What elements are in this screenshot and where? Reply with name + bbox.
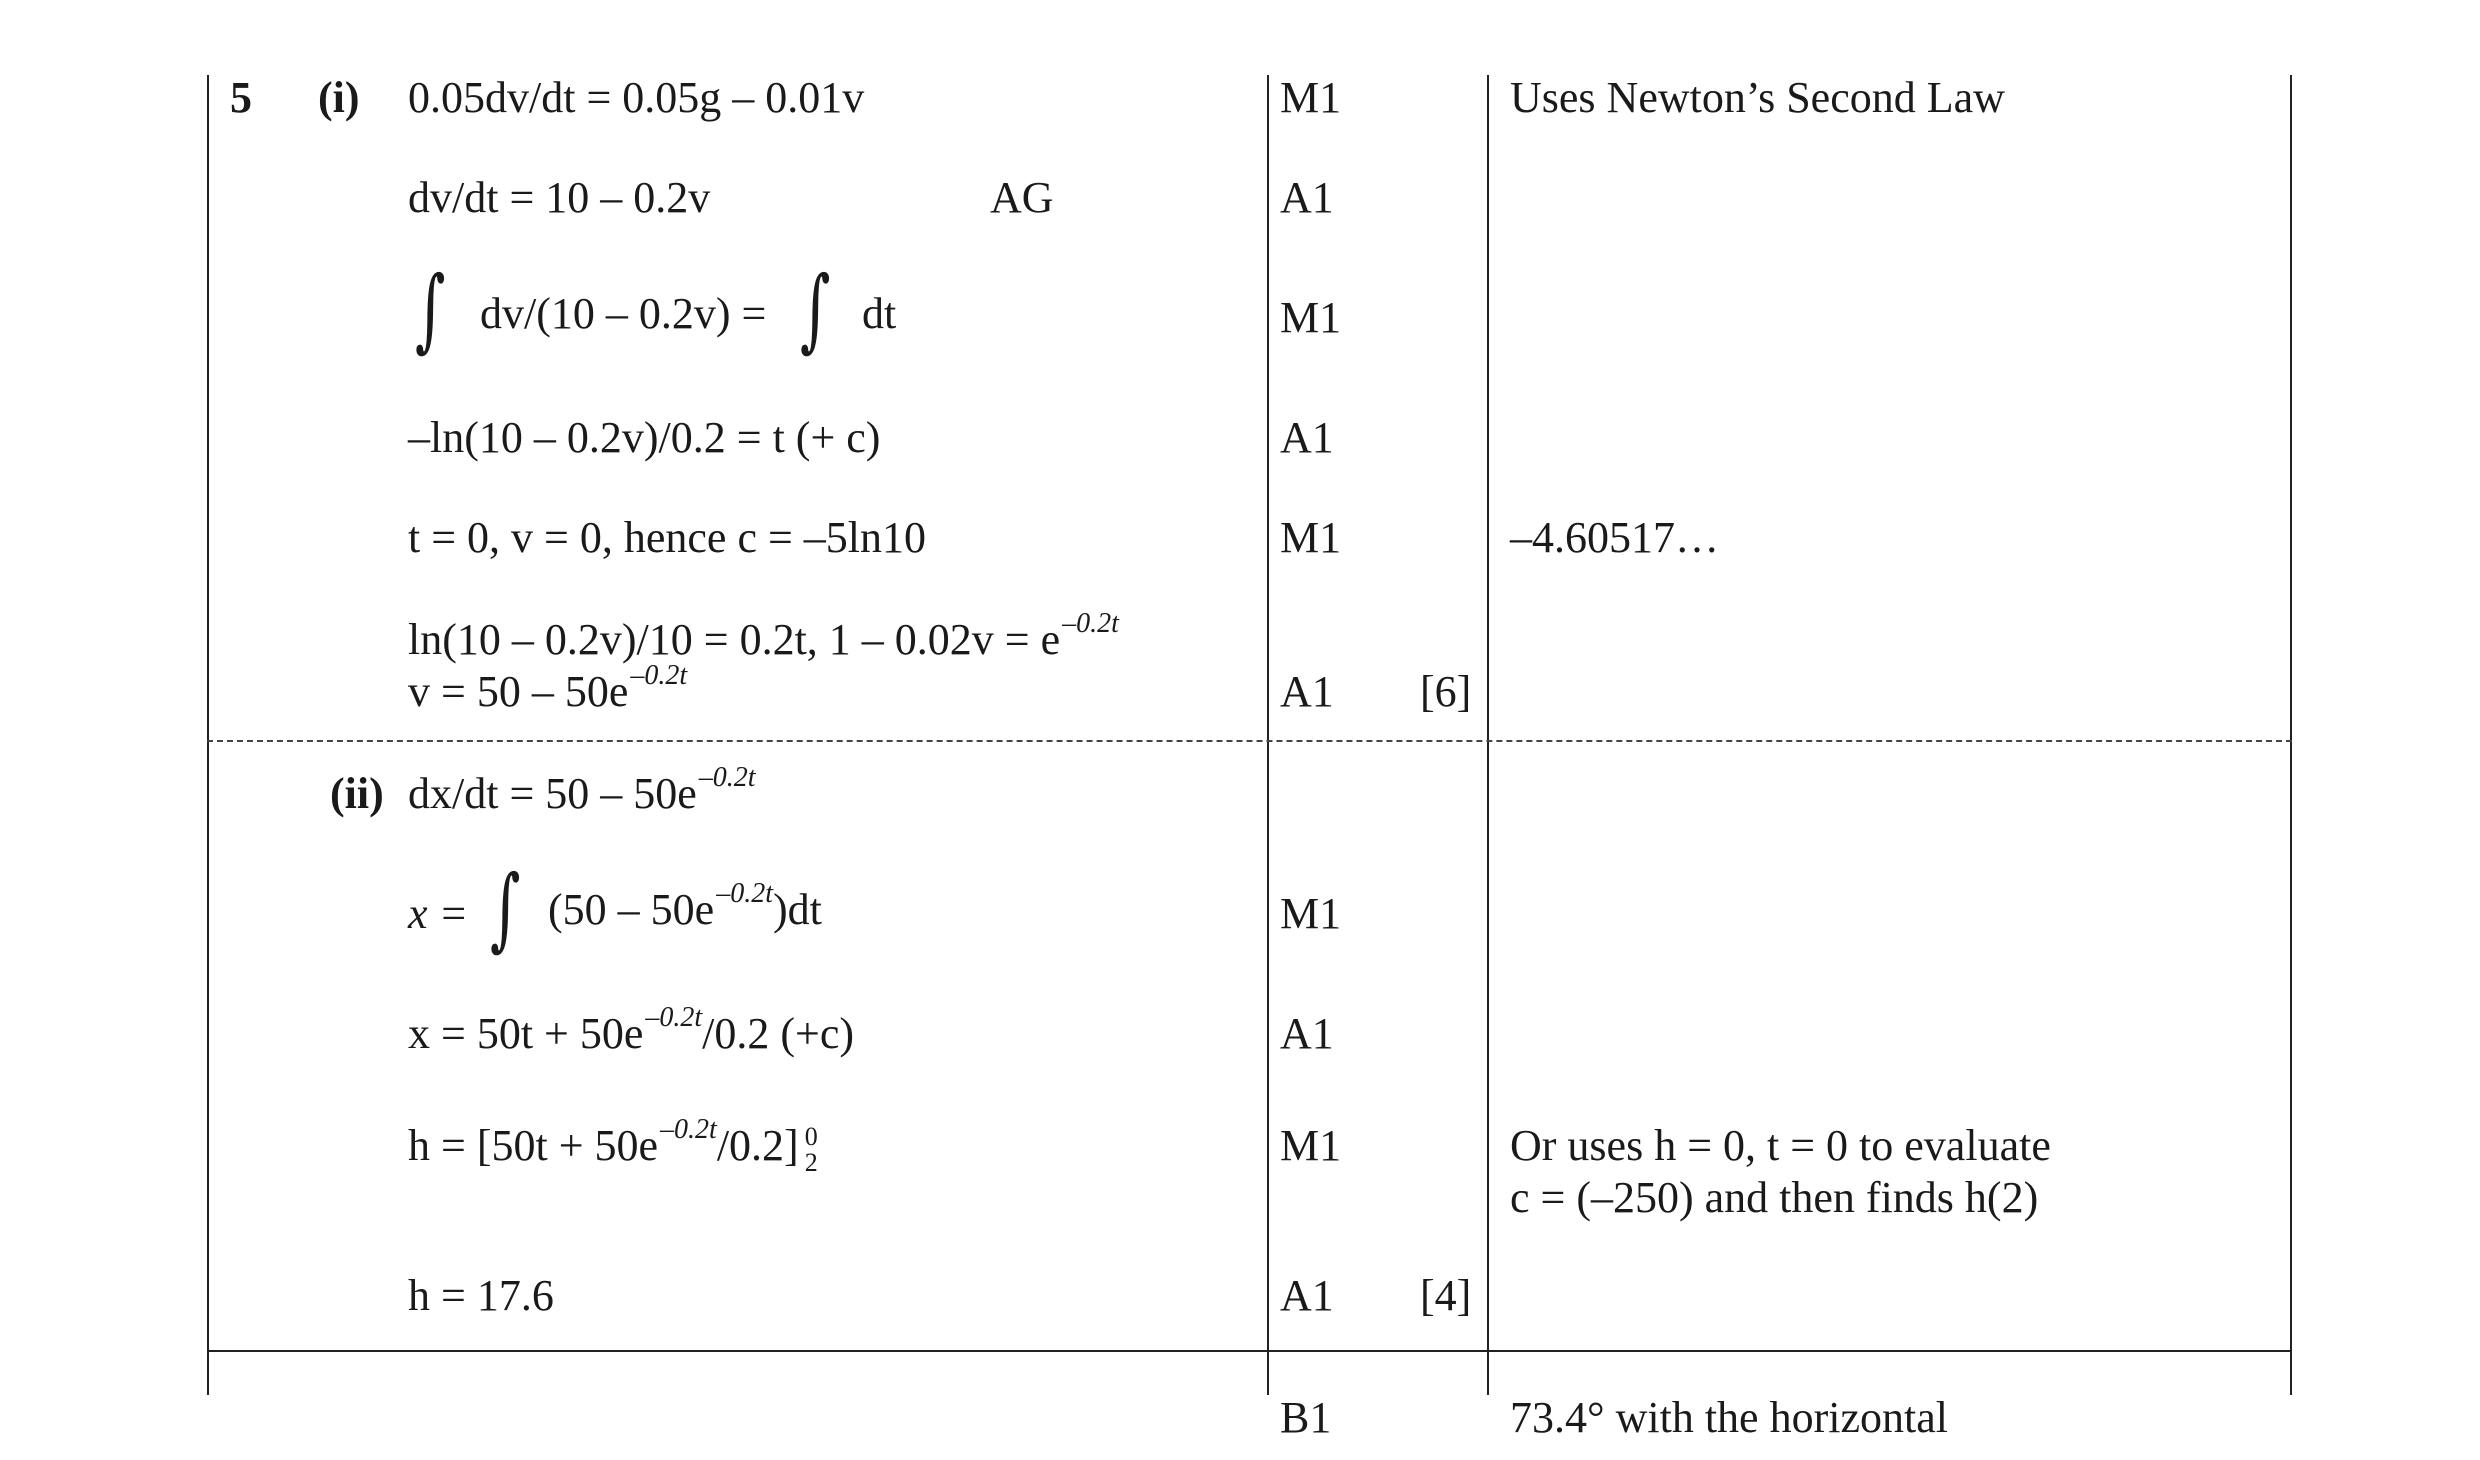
- working-line-7-text: v = 50 – 50e: [408, 667, 629, 716]
- evaluation-limits: [805, 1124, 818, 1176]
- guidance-note: –4.60517…: [1510, 513, 1719, 562]
- mark-cell: A1: [1280, 413, 1334, 462]
- guidance-note: Uses Newton’s Second Law: [1510, 73, 2005, 122]
- working-line-11-mid: /0.2]: [716, 1121, 799, 1170]
- working-line-9-end: )dt: [772, 885, 822, 934]
- integral-sign-icon: ∫: [490, 856, 521, 961]
- working-line-7: [408, 660, 688, 724]
- mark-cell: A1: [1280, 1009, 1334, 1058]
- working-line-10-end: /0.2 (+c): [702, 1009, 855, 1058]
- exponent: –0.2t: [660, 1114, 717, 1145]
- working-line-3-rhs: dt: [862, 289, 897, 338]
- next-row-mark-cut: B1: [1280, 1393, 1332, 1442]
- mark-cell: M1: [1280, 889, 1342, 938]
- question-number: 5: [230, 73, 252, 122]
- guidance-note: c = (–250) and then finds h(2): [1510, 1173, 2039, 1222]
- working-line-10: [408, 1002, 855, 1066]
- working-line-9: [548, 878, 822, 942]
- mark-cell: M1: [1280, 1121, 1342, 1170]
- marks-column-left-border: [1267, 75, 1269, 1395]
- exponent: –0.2t: [1062, 608, 1119, 639]
- working-line-9-text: (50 – 50e: [548, 885, 715, 934]
- lower-limit: 2: [804, 1148, 818, 1177]
- final-answer: h = 17.6: [408, 1271, 554, 1320]
- working-line-10-text: x = 50t + 50e: [408, 1009, 644, 1058]
- part-ii-total-marks: [4]: [1420, 1271, 1472, 1320]
- exponent: –0.2t: [698, 762, 756, 793]
- integral-sign-icon: ∫: [415, 257, 446, 362]
- part-i-label: (i): [318, 73, 360, 122]
- mark-cell: M1: [1280, 513, 1342, 562]
- question-divider: [207, 1350, 2292, 1352]
- exponent: –0.2t: [716, 878, 773, 909]
- working-line-4: –ln(10 – 0.2v)/0.2 = t (+ c): [408, 413, 881, 462]
- working-line-1: 0.05dv/dt = 0.05g – 0.01v: [408, 73, 865, 122]
- working-line-8-text: dx/dt = 50 – 50e: [408, 769, 697, 818]
- exponent: –0.2t: [630, 660, 688, 691]
- mark-cell: M1: [1280, 73, 1342, 122]
- mark-cell: A1: [1280, 173, 1334, 222]
- answer-given-label: AG: [990, 173, 1054, 222]
- working-line-8: [408, 762, 756, 826]
- table-right-border: [2290, 75, 2292, 1395]
- mark-cell: M1: [1280, 293, 1342, 342]
- part-divider-dashed: [207, 740, 2292, 742]
- working-line-11: [408, 1114, 818, 1178]
- working-line-5: t = 0, v = 0, hence c = –5ln10: [408, 513, 927, 562]
- guidance-note: Or uses h = 0, t = 0 to evaluate: [1510, 1121, 2051, 1170]
- working-line-11-text: h = [50t + 50e: [408, 1121, 659, 1170]
- upper-limit: 0: [804, 1122, 818, 1151]
- working-line-2: dv/dt = 10 – 0.2v: [408, 173, 711, 222]
- part-i-total-marks: [6]: [1420, 667, 1472, 716]
- working-line-3-lhs: dv/(10 – 0.2v) =: [480, 289, 767, 338]
- integral-sign-icon: ∫: [800, 257, 831, 362]
- mark-cell: A1: [1280, 1271, 1334, 1320]
- working-line-6-text: ln(10 – 0.2v)/10 = 0.2t, 1 – 0.02v = e: [408, 615, 1061, 664]
- mark-cell: A1: [1280, 667, 1334, 716]
- working-line-6: [408, 608, 1119, 672]
- next-row-guidance-cut: 73.4° with the horizontal: [1510, 1393, 1948, 1442]
- guidance-column-left-border: [1487, 75, 1489, 1395]
- part-ii-label: (ii): [330, 769, 384, 818]
- working-line-9-lhs: x =: [408, 889, 469, 938]
- table-left-border: [207, 75, 209, 1395]
- exponent: –0.2t: [645, 1002, 703, 1033]
